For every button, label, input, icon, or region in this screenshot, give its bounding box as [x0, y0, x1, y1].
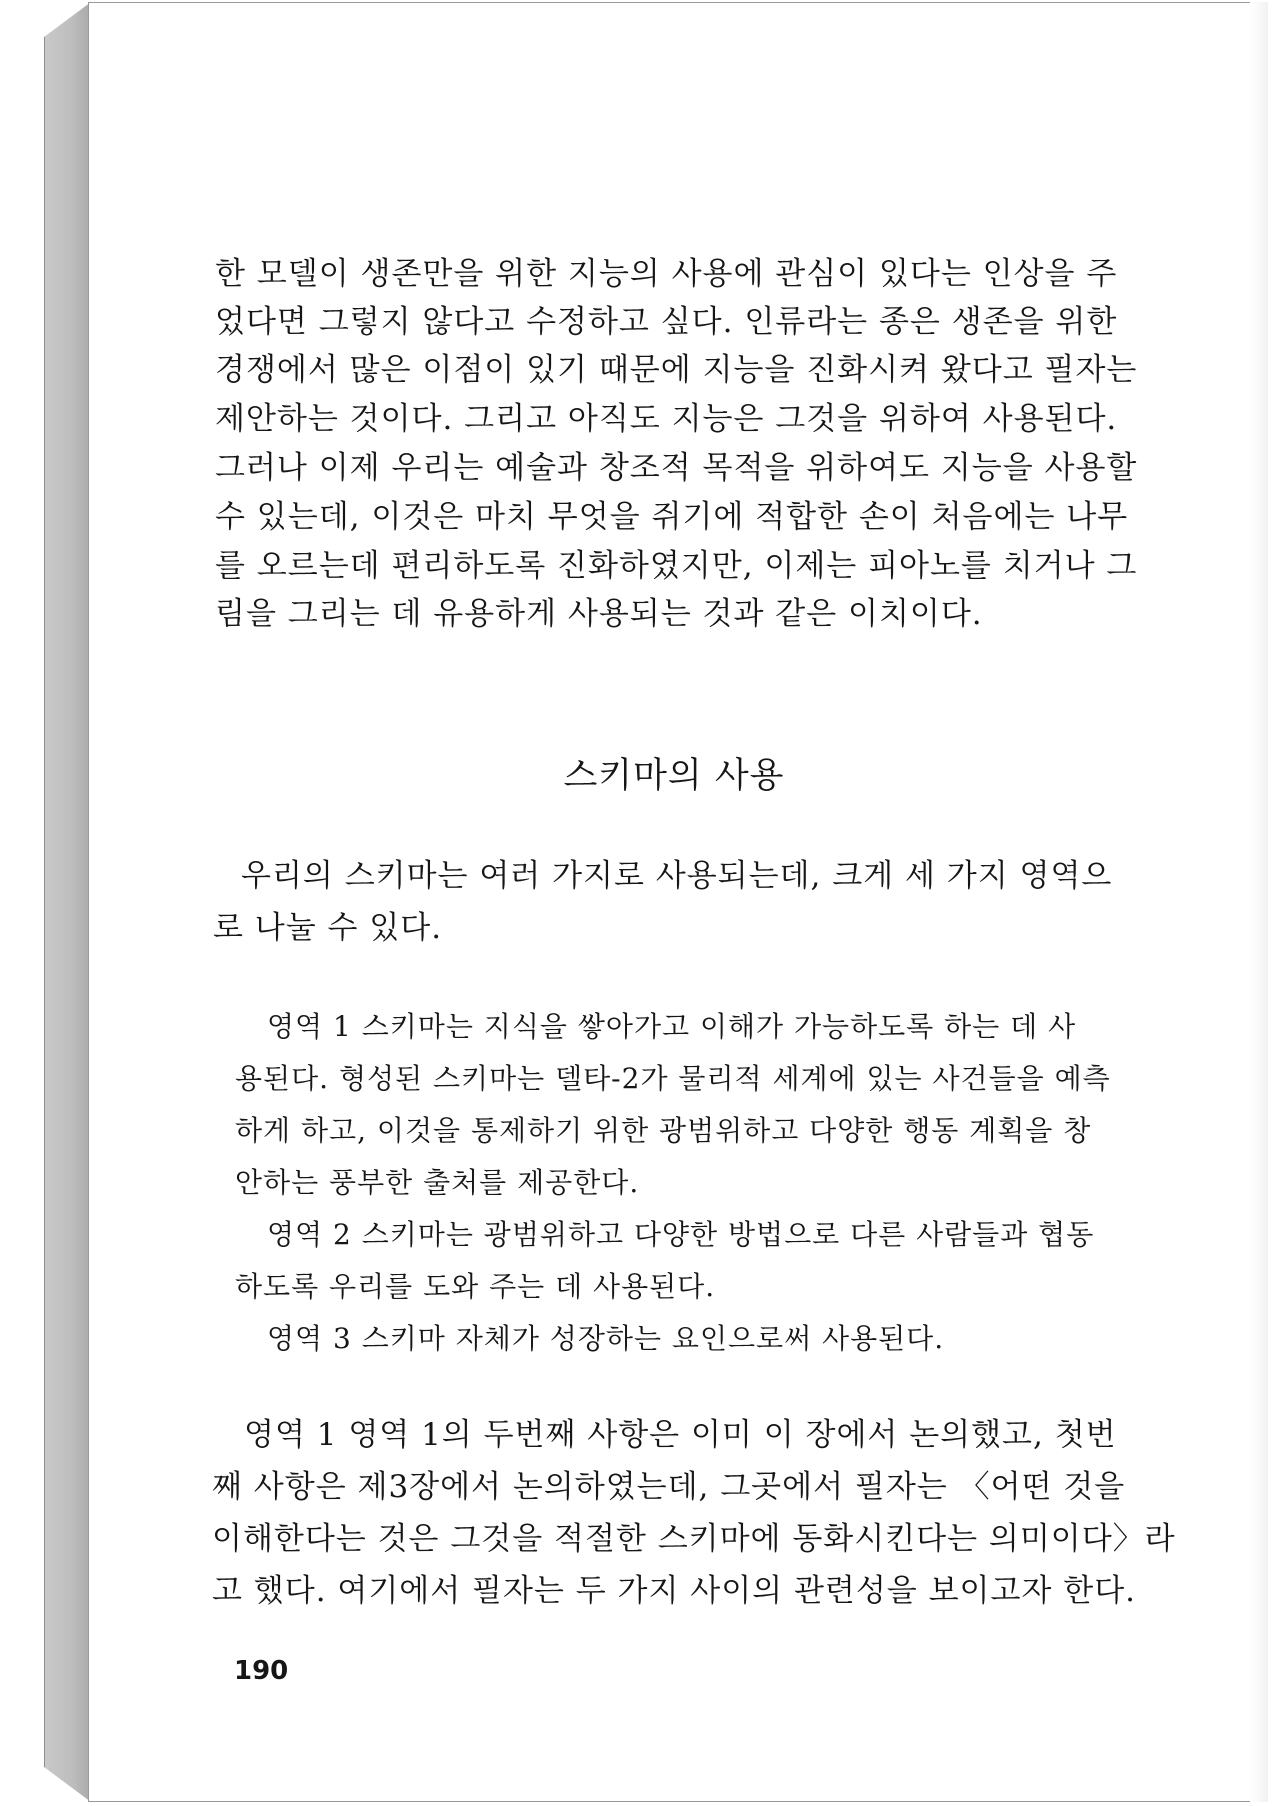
paragraph-line: 째 사항은 제3장에서 논의하였는데, 그곳에서 필자는 〈어떤 것을 — [212, 1469, 1126, 1505]
book-spine — [44, 2, 91, 1802]
paragraph-line: 고 했다. 여기에서 필자는 두 가지 사이의 관련성을 보이고자 한다. — [212, 1573, 1136, 1609]
paragraph-line: 었다면 그렇지 않다고 수정하고 싶다. 인류라는 종은 생존을 위한 — [215, 304, 1118, 340]
paragraph-line: 를 오르는데 편리하도록 진화하였지만, 이제는 피아노를 치거나 그 — [215, 548, 1138, 584]
paragraph-line: 이해한다는 것은 그것을 적절한 스키마에 동화시킨다는 의미이다〉라 — [212, 1521, 1176, 1557]
page-edge-shadow — [1250, 2, 1268, 1802]
paragraph-line: 로 나눌 수 있다. — [213, 910, 443, 946]
area-line: 안하는 풍부한 출처를 제공한다. — [235, 1166, 640, 1199]
area-line: 영역 3 스키마 자체가 성장하는 요인으로써 사용된다. — [267, 1322, 945, 1355]
paragraph-line: 영역 1 영역 1의 두번째 사항은 이미 이 장에서 논의했고, 첫번 — [244, 1417, 1117, 1453]
paragraph-line: 경쟁에서 많은 이점이 있기 때문에 지능을 진화시켜 왔다고 필자는 — [215, 352, 1138, 388]
paragraph-line: 그러나 이제 우리는 예술과 창조적 목적을 위하여도 지능을 사용할 — [215, 450, 1138, 486]
area-line: 영역 2 스키마는 광범위하고 다양한 방법으로 다른 사람들과 협동 — [267, 1218, 1095, 1251]
paragraph-line: 우리의 스키마는 여러 가지로 사용되는데, 크게 세 가지 영역으 — [241, 858, 1113, 894]
area-line: 하게 하고, 이것을 통제하기 위한 광범위하고 다양한 행동 계획을 창 — [235, 1114, 1092, 1147]
area-line: 용된다. 형성된 스키마는 델타-2가 물리적 세계에 있는 사건들을 예측 — [235, 1062, 1111, 1095]
paragraph-line: 림을 그리는 데 유용하게 사용되는 것과 같은 이치이다. — [215, 596, 983, 632]
section-heading: 스키마의 사용 — [563, 756, 785, 796]
paragraph-line: 수 있는데, 이것은 마치 무엇을 쥐기에 적합한 손이 처음에는 나무 — [215, 499, 1129, 535]
paragraph-line: 제안하는 것이다. 그리고 아직도 지능은 그것을 위하여 사용된다. — [215, 401, 1118, 437]
area-line: 하도록 우리를 도와 주는 데 사용된다. — [235, 1270, 716, 1303]
paragraph-line: 한 모델이 생존만을 위한 지능의 사용에 관심이 있다는 인상을 주 — [215, 256, 1118, 292]
page-number: 190 — [234, 1656, 289, 1686]
area-line: 영역 1 스키마는 지식을 쌓아가고 이해가 가능하도록 하는 데 사 — [267, 1010, 1077, 1043]
